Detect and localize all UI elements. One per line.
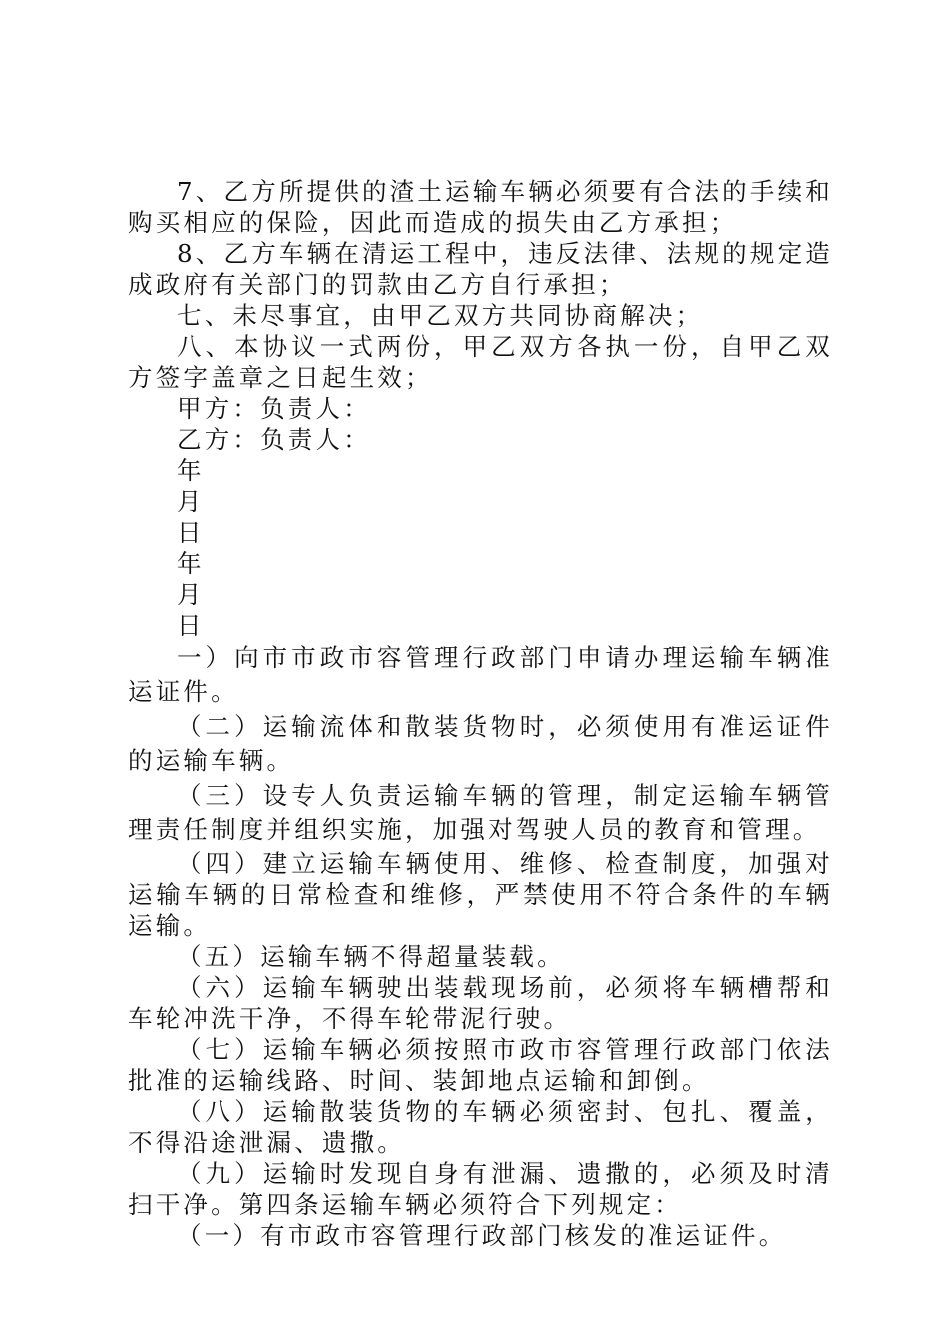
date-year-a: 年 bbox=[177, 456, 205, 485]
document-body bbox=[128, 176, 833, 1251]
clause-9: （九）运输时发现自身有泄漏、遗撒的，必须及时清扫干净。第四条运输车辆必须符合下列规定： bbox=[128, 1159, 833, 1219]
paragraph-7: 7、乙方所提供的渣土运输车辆必须要有合法的手续和购买相应的保险，因此而造成的损失由乙方承担； bbox=[128, 177, 833, 237]
paragraph-article-7: 七、未尽事宜，由甲乙双方共同协商解决； bbox=[177, 301, 704, 330]
clause-6: （六）运输车辆驶出装载现场前，必须将车辆槽帮和车轮冲洗干净，不得车轮带泥行驶。 bbox=[128, 973, 833, 1033]
date-month-a: 月 bbox=[177, 487, 205, 516]
signature-party-a: 甲方：负责人： bbox=[177, 394, 371, 423]
signature-party-b: 乙方：负责人： bbox=[177, 425, 371, 454]
clause-8: （八）运输散装货物的车辆必须密封、包扎、覆盖，不得沿途泄漏、遗撒。 bbox=[128, 1097, 833, 1157]
date-year-b: 年 bbox=[177, 549, 205, 578]
clause-1: 一）向市市政市容管理行政部门申请办理运输车辆准运证件。 bbox=[128, 643, 833, 706]
clause-2: （二）运输流体和散装货物时，必须使用有准运证件的运输车辆。 bbox=[128, 712, 833, 775]
paragraph-article-8: 八、本协议一式两份，甲乙双方各执一份，自甲乙双方签字盖章之日起生效； bbox=[128, 332, 833, 392]
clause-article-4-1: （一）有市政市容管理行政部门核发的准运证件。 bbox=[177, 1221, 787, 1250]
clause-4: （四）建立运输车辆使用、维修、检查制度，加强对运输车辆的日常检查和维修，严禁使用不符合条件的车辆运输。 bbox=[128, 849, 833, 940]
clause-3: （三）设专人负责运输车辆的管理，制定运输车辆管理责任制度并组织实施，加强对驾驶人员的教育和管理。 bbox=[128, 781, 833, 844]
date-day-a: 日 bbox=[177, 518, 205, 547]
date-day-b: 日 bbox=[177, 611, 205, 640]
clause-5: （五）运输车辆不得超量装载。 bbox=[177, 942, 565, 971]
clause-7: （七）运输车辆必须按照市政市容管理行政部门依法批准的运输线路、时间、装卸地点运输和卸倒。 bbox=[128, 1035, 833, 1095]
date-month-b: 月 bbox=[177, 580, 205, 609]
paragraph-8: 8、乙方车辆在清运工程中，违反法律、法规的规定造成政府有关部门的罚款由乙方自行承担； bbox=[128, 239, 833, 299]
